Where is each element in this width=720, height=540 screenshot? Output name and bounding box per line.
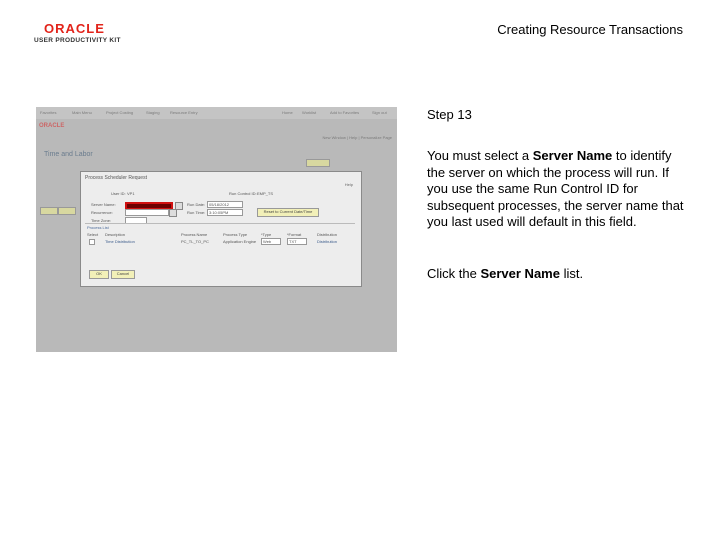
user-id-label: User ID: bbox=[111, 191, 126, 196]
top-link: Add to Favorites bbox=[330, 110, 360, 115]
column-header: Description bbox=[105, 232, 126, 237]
click-text: Click the bbox=[427, 266, 481, 281]
run-date-label: Run Date: bbox=[187, 202, 206, 207]
server-name-label: Server Name: bbox=[91, 202, 116, 207]
application-screenshot bbox=[36, 107, 397, 352]
dialog-separator bbox=[85, 223, 355, 224]
instruction-bold: Server Name bbox=[532, 148, 613, 163]
recurrence-dropdown-arrow[interactable] bbox=[169, 209, 177, 217]
ok-button[interactable]: OK bbox=[89, 270, 109, 279]
top-link: Sign out bbox=[372, 110, 387, 115]
click-text: list. bbox=[559, 266, 584, 281]
dialog-title: Process Scheduler Request bbox=[85, 175, 147, 181]
format-select[interactable] bbox=[287, 238, 307, 245]
instruction-paragraph bbox=[427, 148, 689, 231]
screenshot-button bbox=[306, 159, 330, 167]
process-name: PC_TL_TO_PC bbox=[181, 239, 209, 244]
menu-item: Project Costing bbox=[106, 110, 134, 115]
document-title: Creating Resource Transactions bbox=[497, 22, 683, 37]
menu-item: Main Menu bbox=[72, 110, 92, 115]
column-header: *Format bbox=[287, 232, 302, 237]
screenshot-button bbox=[58, 207, 76, 215]
process-list-label: Process List bbox=[87, 225, 109, 230]
type-select[interactable] bbox=[261, 238, 281, 245]
cancel-button[interactable]: Cancel bbox=[111, 270, 135, 279]
click-instruction bbox=[427, 266, 689, 283]
top-link: Worklist bbox=[302, 110, 317, 115]
screenshot-button bbox=[40, 207, 58, 215]
format-value: TXT bbox=[289, 239, 297, 244]
run-date-input[interactable] bbox=[207, 201, 243, 208]
instruction-text: to identify the server on which the process will run. If you use the same Run Control ID for subsequent processes, the server name that you last used will default in this field. bbox=[427, 148, 684, 230]
run-control-label: Run Control ID: bbox=[229, 191, 257, 196]
run-control-value: EMP_TS bbox=[257, 191, 274, 196]
recurrence-label: Recurrence: bbox=[91, 210, 113, 215]
run-time-input[interactable] bbox=[207, 209, 243, 216]
dialog-help-link[interactable]: Help bbox=[344, 182, 353, 187]
column-header: Process Name bbox=[181, 232, 208, 237]
logo-brand: ORACLE bbox=[44, 21, 105, 36]
screenshot-page-header: Time and Labor bbox=[44, 151, 93, 158]
run-date-value: 05/18/2012 bbox=[209, 202, 230, 207]
menu-item: Resource Entry bbox=[170, 110, 198, 115]
run-time-label: Run Time: bbox=[187, 210, 206, 215]
column-header: Process Type bbox=[223, 232, 248, 237]
reset-current-datetime-button[interactable]: Reset to Current Date/Time bbox=[257, 208, 319, 217]
recurrence-select[interactable] bbox=[125, 209, 169, 216]
column-header: *Type bbox=[261, 232, 272, 237]
oracle-upk-logo bbox=[34, 22, 130, 48]
step-number: Step 13 bbox=[427, 107, 472, 122]
distribution-link[interactable]: Distribution bbox=[317, 239, 338, 244]
column-header: Distribution bbox=[317, 232, 338, 237]
run-time-value: 3:10:05PM bbox=[209, 210, 229, 215]
instruction-text: You must select a bbox=[427, 148, 533, 163]
time-zone-label: Time Zone: bbox=[91, 218, 112, 223]
column-header: Select bbox=[87, 232, 99, 237]
menu-item: Staging bbox=[146, 110, 160, 115]
logo-subtitle: USER PRODUCTIVITY KIT bbox=[34, 37, 121, 44]
menu-item: Favorites bbox=[40, 110, 57, 115]
screenshot-menu-bar bbox=[36, 107, 397, 119]
click-bold: Server Name bbox=[480, 266, 560, 281]
type-value: Web bbox=[263, 239, 272, 244]
process-scheduler-dialog bbox=[80, 171, 362, 287]
user-id-value: VP1 bbox=[127, 191, 135, 196]
process-description-link[interactable]: Time Distribution bbox=[105, 239, 135, 244]
process-type: Application Engine bbox=[223, 239, 257, 244]
top-link: Home bbox=[282, 110, 293, 115]
screenshot-logo: ORACLE bbox=[39, 123, 65, 129]
select-checkbox[interactable] bbox=[89, 239, 95, 245]
screenshot-links: New Window | Help | Personalize Page bbox=[322, 135, 392, 140]
